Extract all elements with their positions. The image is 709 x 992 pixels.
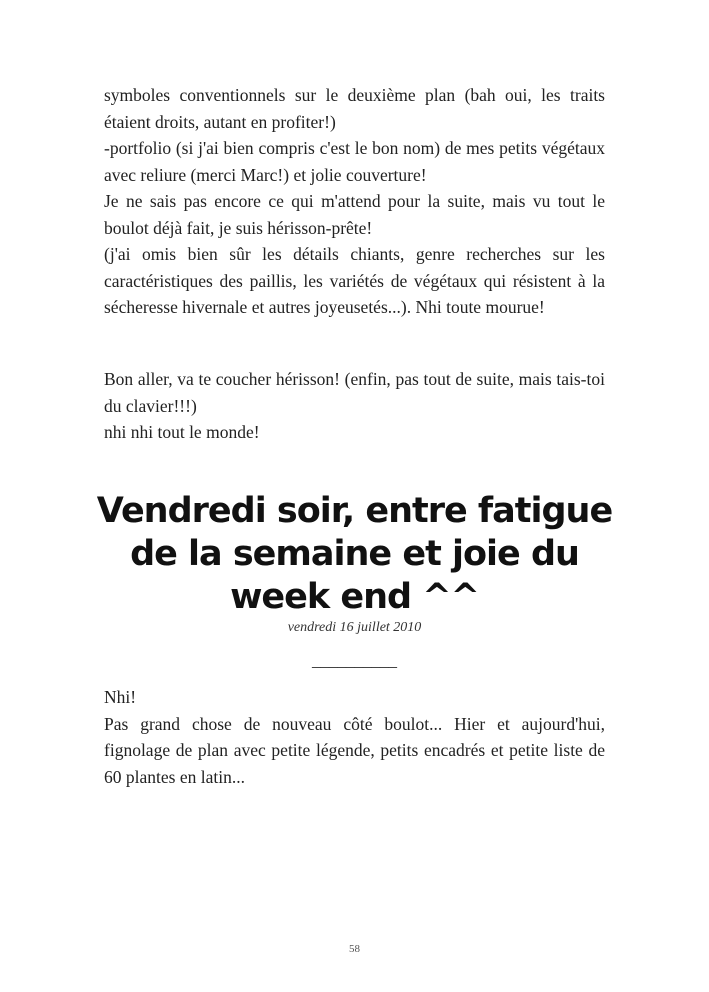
post-date: vendredi 16 juillet 2010: [287, 620, 422, 635]
paragraph-line: Nhi!: [104, 687, 137, 707]
paragraph-line: nhi nhi tout le monde!: [104, 422, 260, 442]
previous-post-closing: [104, 366, 605, 446]
post-separator: __________: [312, 651, 397, 670]
paragraph-line: (j'ai omis bien sûr les détails chiants, genre recherches sur les caractéristiques des paillis, les variétés de végétaux qui résistent à la sécheresse hivernale et autres joyeusetés...). Nhi toute mourue!: [104, 244, 605, 317]
post-body: [104, 684, 605, 790]
paragraph-line: Je ne sais pas encore ce qui m'attend pour la suite, mais vu tout le boulot déjà fait, je suis hérisson-prête!: [104, 191, 605, 238]
paragraph-line: Bon aller, va te coucher hérisson! (enfin, pas tout de suite, mais tais-toi du clavier!!!): [104, 369, 605, 416]
page-number: 58: [349, 943, 360, 955]
post-title: Vendredi soir, entre fatigue de la semaine et joie du week end ^^: [96, 491, 613, 617]
paragraph-line: Pas grand chose de nouveau côté boulot... Hier et aujourd'hui, fignolage de plan avec petite légende, petits encadrés et petite liste de 60 plantes en latin...: [104, 713, 605, 787]
paragraph-line: -portfolio (si j'ai bien compris c'est le bon nom) de mes petits végétaux avec reliure (merci Marc!) et jolie couverture!: [104, 138, 605, 185]
paragraph-line: symboles conventionnels sur le deuxième plan (bah oui, les traits étaient droits, autant en profiter!): [104, 85, 605, 132]
previous-post-body: [104, 82, 605, 321]
